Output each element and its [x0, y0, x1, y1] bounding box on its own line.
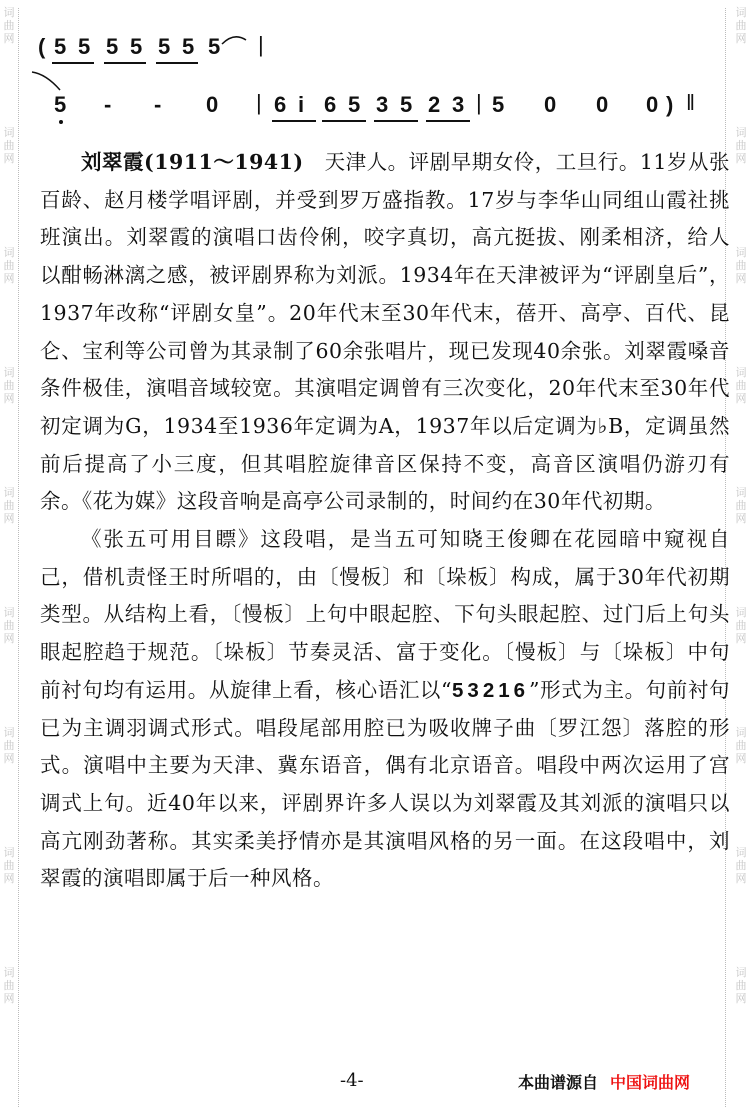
score-l1-n1: 5 [54, 34, 67, 59]
watermark-left-5: 词 曲 网 [3, 486, 15, 525]
watermark-left-7: 词 曲 网 [3, 726, 15, 765]
low-octave-dot [59, 120, 63, 124]
jianpu-score [30, 20, 730, 140]
watermark-right-8: 词 曲 网 [735, 846, 747, 885]
score-l2-n2: 6 [274, 92, 287, 117]
watermark-right-4: 词 曲 网 [735, 366, 747, 405]
watermark-left-4: 词 曲 网 [3, 366, 15, 405]
body-text [40, 144, 730, 898]
score-l2-rest2: 0 [544, 92, 557, 117]
score-l2-dash1: - [104, 92, 112, 117]
biography-text: 天津人。评剧早期女伶，工旦行。11岁从张百龄、赵月楼学唱评剧，并受到罗万盛指教。17岁与李华山同组山霞社挑班演出。刘翠霞的演唱口齿伶俐，咬字真切，高亢挺拔、刚柔相济，给人以酣畅淋漓之感，被评剧界称为刘派。1934年在天津被评为“评剧皇后”，1937年改称“评剧女皇”。20年代末至30年代末，蓓开、高亭、百代、昆仑、宝利等公司曾为其录制了60余张唱片，现已发现40余张。刘翠霞嗓音条件极佳，演唱音域较宽。其演唱定调曾有三次变化，20年代末至30年代初定调为G，1934至1936年定调为A，1937年以后定调为♭B，定调虽然前后提高了小三度，但其唱腔旋律音区保持不变，高音区演唱仍游刃有余。《花为媒》这段音响是高亭公司录制的，时间约在30年代初期。 [40, 150, 730, 514]
score-l1-n4: 5 [130, 34, 143, 59]
score-l1-n3: 5 [106, 34, 119, 59]
score-underline [156, 62, 198, 64]
score-l1-bar: | [258, 32, 264, 57]
score-l2-n9: 3 [452, 92, 465, 117]
score-l1-n5: 5 [158, 34, 171, 59]
watermark-left-2: 词 曲 网 [3, 126, 15, 165]
score-l2-rest: 0 [206, 92, 219, 117]
score-l1-n6: 5 [182, 34, 195, 59]
analysis-text-a: 《张五可用目瞟》这段唱，是当五可知晓王俊卿在花园暗中窥视自己，借机责怪王时所唱的，由〔慢板〕和〔垛板〕构成，属于30年代初期类型。从结构上看，〔慢板〕上句中眼起腔、下句头眼起腔、过门后上句头眼起腔趋于规范。〔垛板〕节奏灵活、富于变化。〔慢板〕与〔垛板〕中句前衬句均有运用。从旋律上看，核心语汇以“ [40, 527, 730, 702]
score-l2-rest3: 0 [596, 92, 609, 117]
watermark-right-5: 词 曲 网 [735, 486, 747, 525]
score-l2-n3: i [298, 92, 305, 117]
person-name: 刘翠霞(1911～1941) [81, 150, 304, 174]
score-underline [272, 120, 316, 122]
watermark-right-9: 词 曲 网 [735, 966, 747, 1005]
slur-mark [220, 30, 250, 50]
score-l2-n8: 2 [428, 92, 441, 117]
score-l2-bar2: | [476, 90, 482, 115]
score-l1-n7: 5 [208, 34, 221, 59]
score-l1-n2: 5 [78, 34, 91, 59]
watermark-left-9: 词 曲 网 [3, 966, 15, 1005]
score-underline [104, 62, 146, 64]
watermark-right-6: 词 曲 网 [735, 606, 747, 645]
slur-mark [30, 68, 64, 92]
score-underline [52, 62, 94, 64]
score-l2-final-bar: ‖ [686, 90, 696, 115]
watermark-right-1: 词 曲 网 [735, 6, 747, 45]
watermark-left-3: 词 曲 网 [3, 246, 15, 285]
score-l2-n5: 5 [348, 92, 361, 117]
score-underline [322, 120, 366, 122]
score-l1-paren: ( [38, 34, 46, 59]
site-name[interactable]: 中国词曲网 [610, 1073, 691, 1092]
score-l2-n7: 5 [400, 92, 413, 117]
score-l2-n10: 5 [492, 92, 505, 117]
score-l2-n4: 6 [324, 92, 337, 117]
score-l2-dash2: - [154, 92, 162, 117]
score-l2-bar1: | [256, 90, 262, 115]
watermark-left-1: 词 曲 网 [3, 6, 15, 45]
watermark-left-6: 词 曲 网 [3, 606, 15, 645]
source-credit [518, 1070, 690, 1093]
watermark-right-7: 词 曲 网 [735, 726, 747, 765]
watermark-left-8: 词 曲 网 [3, 846, 15, 885]
motif-figure: 53216 [452, 678, 530, 702]
score-underline [426, 120, 470, 122]
score-l2-n6: 3 [376, 92, 389, 117]
biography-paragraph [40, 144, 730, 521]
score-l2-n1: 5 [54, 92, 67, 117]
score-l2-rest4: 0 [646, 92, 659, 117]
score-l2-close-paren: ) [666, 92, 674, 117]
score-underline [374, 120, 418, 122]
watermark-right-2: 词 曲 网 [735, 126, 747, 165]
page-number: -4- [340, 1070, 364, 1091]
analysis-text-b: ”形式为主。句前衬句已为主调羽调式形式。唱段尾部用腔已为吸收牌子曲〔罗江怨〕落腔的形式。演唱中主要为天津、冀东语音，偶有北京语音。唱段中两次运用了宫调式上句。近40年以来，评剧界许多人误以为刘翠霞及其刘派的演唱只以高亢刚劲著称。其实柔美抒情亦是其演唱风格的另一面。在这段唱中，刘翠霞的演唱即属于后一种风格。 [40, 677, 730, 891]
watermark-right-3: 词 曲 网 [735, 246, 747, 285]
source-label: 本曲谱源自 [518, 1073, 599, 1092]
analysis-paragraph [40, 521, 730, 898]
